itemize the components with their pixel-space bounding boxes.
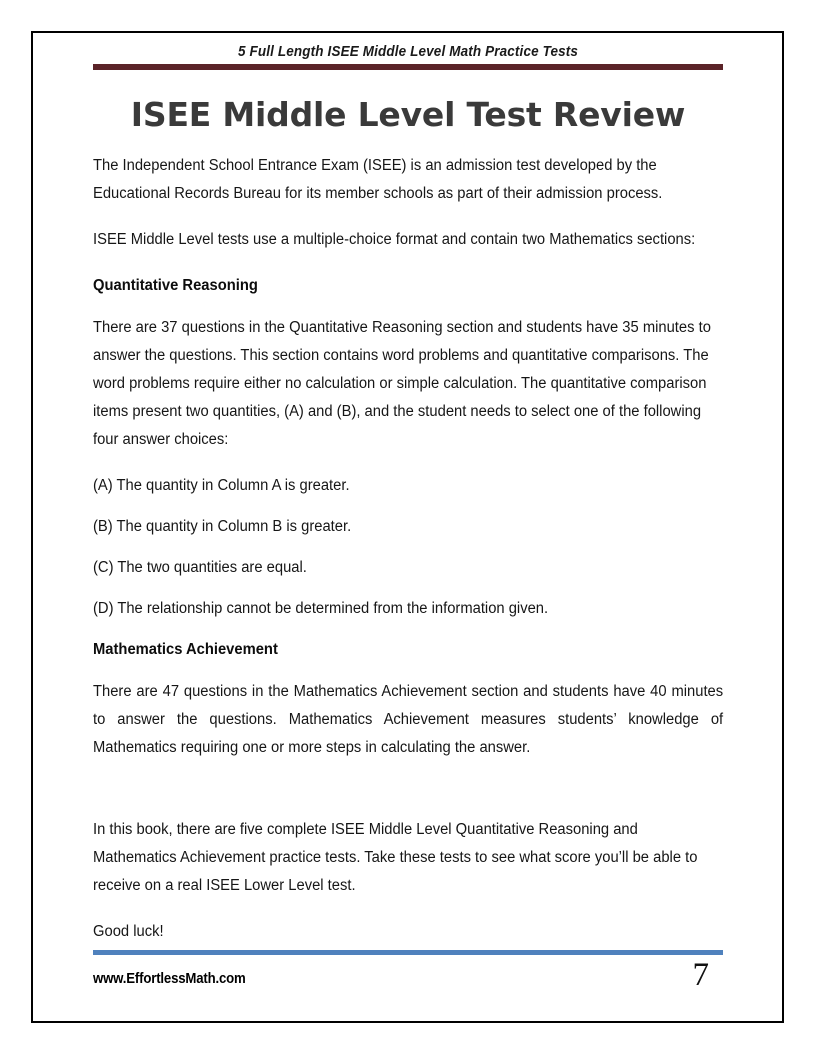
answer-choice-c: (C) The two quantities are equal. bbox=[93, 559, 307, 576]
good-luck-text: Good luck! bbox=[93, 923, 164, 940]
answer-choice-d: (D) The relationship cannot be determined from the information given. bbox=[93, 600, 549, 617]
page-title: ISEE Middle Level Test Review bbox=[130, 95, 686, 134]
running-header bbox=[93, 44, 723, 60]
format-paragraph: ISEE Middle Level tests use a multiple-choice format and contain two Mathematics sections: bbox=[93, 231, 696, 248]
answer-choice-a: (A) The quantity in Column A is greater. bbox=[93, 477, 350, 494]
heading-mathematics-achievement: Mathematics Achievement bbox=[93, 641, 278, 658]
quantitative-reasoning-paragraph: There are 37 questions in the Quantitative Reasoning section and students have 35 minutes to answer the questions. This section contains word problems and quantitative comparisons. The word problems require either no calculation or simple calculation. The quantitative comparison items present two quantities, (A) and (B), and the student needs to select one of the following four answer choices: bbox=[93, 319, 711, 448]
body-content bbox=[93, 152, 723, 964]
running-header-text: 5 Full Length ISEE Middle Level Math Practice Tests bbox=[237, 44, 579, 60]
closing-paragraph: In this book, there are five complete ISEE Middle Level Quantitative Reasoning and Mathematics Achievement practice tests. Take these tests to see what score you’ll be able to receive on a real ISEE Lower Level test. bbox=[93, 821, 698, 894]
answer-choice-b: (B) The quantity in Column B is greater. bbox=[93, 518, 352, 535]
paragraph-spacer bbox=[93, 778, 723, 816]
heading-quantitative-reasoning: Quantitative Reasoning bbox=[93, 277, 258, 294]
page-footer bbox=[93, 957, 723, 1003]
footer-website-url[interactable]: www.EffortlessMath.com bbox=[93, 970, 246, 987]
mathematics-achievement-paragraph: There are 47 questions in the Mathematics Achievement section and students have 40 minutes to answer the questions. Mathematics Achievement measures students’ knowledge of Mathematics requiring one or more steps in calculating the answer. bbox=[93, 683, 724, 756]
header-rule bbox=[93, 64, 723, 70]
footer-rule bbox=[93, 950, 723, 955]
page-number: 7 bbox=[692, 957, 709, 993]
intro-paragraph: The Independent School Entrance Exam (ISEE) is an admission test developed by the Educational Records Bureau for its member schools as part of their admission process. bbox=[93, 157, 663, 202]
